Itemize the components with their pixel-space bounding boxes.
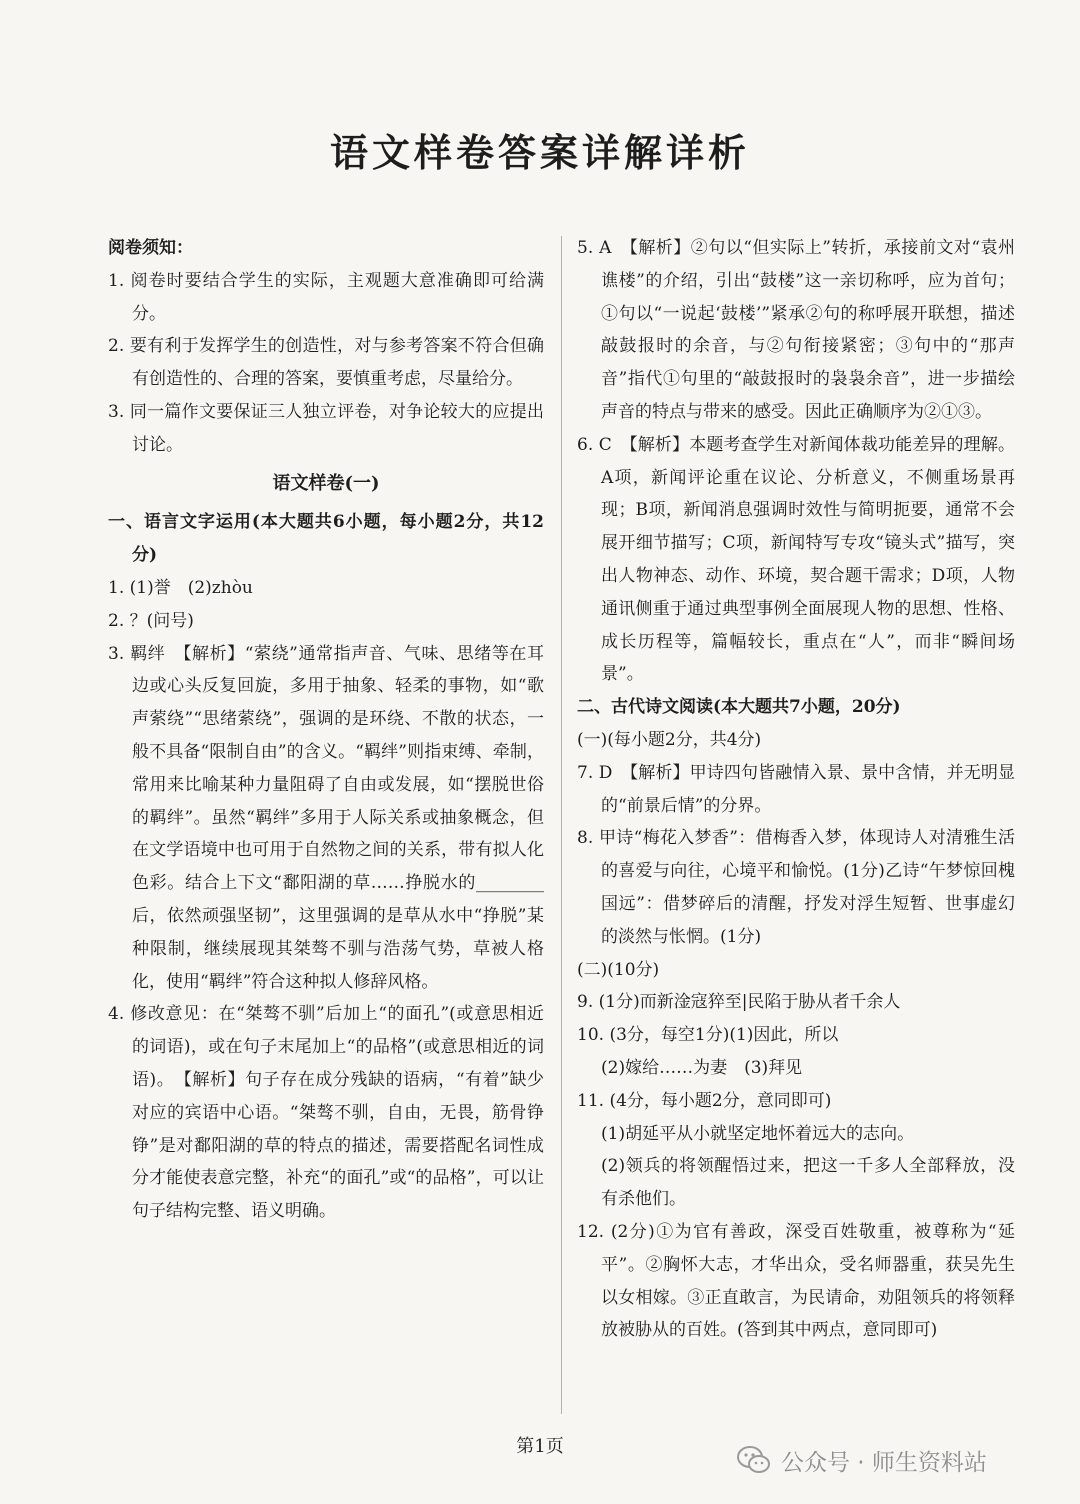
page-number: 第1页 <box>516 1436 564 1457</box>
column-divider <box>561 236 562 1414</box>
right-paragraph: (一)(每小题2分，共4分) <box>577 729 762 750</box>
right-paragraph: 11. (4分，每小题2分，意同即可) <box>577 1090 832 1111</box>
right-paragraph: 7. D 【解析】甲诗四句皆融情入景、景中含情，并无明显的“前景后情”的分界。 <box>577 762 1015 816</box>
right-paragraph: 9. (1分)而新淦寇猝至|民陷于胁从者千余人 <box>577 992 901 1013</box>
wechat-logo-icon <box>737 1445 771 1475</box>
left-paragraph: 一、语言文字运用(本大题共6小题，每小题2分，共12分) <box>108 512 544 566</box>
left-paragraph: 4. 修改意见：在“桀骜不驯”后加上“的面孔”(或意思相近的词语)，或在句子末尾加上“的品格”(或意思相近的词语)。 【解析】句子存在成分残缺的语病，“有着”缺少对应的宾语中心语。“桀骜不驯，自由，无畏，筋骨铮铮”是对鄱阳湖的草的特点的描述，需要搭配名词性成分才能使表意完整，补充“的面孔”或“的品格”，可以让句子结构完整、语义明确。 <box>108 1004 544 1222</box>
watermark-text: 公众号 · 师生资料站 <box>781 1449 987 1476</box>
left-paragraph: 语文样卷(一) <box>272 472 380 494</box>
page-title: 语文样卷答案详解详析 <box>329 130 750 175</box>
right-paragraph: 12. (2分)①为官有善政，深受百姓敬重，被尊称为“延平”。②胸怀大志，才华出众，受名师器重，获吴先生以女相嫁。③正直敢言，为民请命，劝阻领兵的将领释放被胁从的百姓。(答到其中两点，意同即可) <box>577 1221 1015 1341</box>
right-paragraph: (1)胡延平从小就坚定地怀着远大的志向。 <box>601 1123 915 1144</box>
watermark <box>737 1440 1057 1480</box>
right-paragraph: (2)领兵的将领醒悟过来，把这一千多人全部释放，没有杀他们。 <box>601 1156 1015 1210</box>
right-paragraph: (2)嫁给……为妻 (3)拜见 <box>601 1057 803 1078</box>
right-column <box>577 232 1015 1347</box>
left-paragraph: 2. 要有利于发挥学生的创造性，对与参考答案不符合但确有创造性的、合理的答案，要慎重考虑，尽量给分。 <box>108 336 544 390</box>
right-paragraph: 5. A 【解析】②句以“但实际上”转折，承接前文对“袁州谯楼”的介绍，引出“鼓楼”这一亲切称呼，应为首句；①句以“一说起‘鼓楼’”紧承②句的称呼展开联想，描述敲鼓报时的余音，与②句衔接紧密；③句中的“那声音”指代①句里的“敲鼓报时的袅袅余音”，进一步描绘声音的特点与带来的感受。因此正确顺序为②①③。 <box>577 238 1015 422</box>
left-paragraph: 2. ？(问号) <box>108 610 194 631</box>
left-paragraph: 1. (1)誉 (2)zhòu <box>108 577 253 598</box>
left-paragraph: 3. 羁绊 【解析】“萦绕”通常指声音、气味、思绪等在耳边或心头反复回旋，多用于抽象、轻柔的事物，如“歌声萦绕”“思绪萦绕”，强调的是环绕、不散的状态，一般不具备“限制自由”的含义。“羁绊”则指束缚、牵制，常用来比喻某种力量阻碍了自由或发展，如“摆脱世俗的羁绊”。虽然“羁绊”多用于人际关系或抽象概念，但在文学语境中也可用于自然物之间的关系，带有拟人化色彩。结合上下文“鄱阳湖的草……挣脱水的________后，依然顽强坚韧”，这里强调的是草从水中“挣脱”某种限制，继续展现其桀骜不驯与浩荡气势，草被人格化，使用“羁绊”符合这种拟人修辞风格。 <box>108 643 544 992</box>
right-paragraph: (二)(10分) <box>577 959 660 980</box>
right-paragraph: 二、古代诗文阅读(本大题共7小题，20分) <box>577 697 901 718</box>
left-paragraph: 阅卷须知： <box>108 238 193 258</box>
right-paragraph: 6. C 【解析】本题考查学生对新闻体裁功能差异的理解。A项，新闻评论重在议论、分析意义，不侧重场景再现；B项，新闻消息强调时效性与简明扼要，通常不会展开细节描写；C项，新闻特写专攻“镜头式”描写，突出人物神态、动作、环境，契合题干需求；D项，人物通讯侧重于通过典型事例全面展现人物的思想、性格、成长历程等，篇幅较长，重点在“人”，而非“瞬间场景”。 <box>577 434 1015 685</box>
left-paragraph: 3. 同一篇作文要保证三人独立评卷，对争论较大的应提出讨论。 <box>108 401 544 455</box>
right-paragraph: 10. (3分，每空1分)(1)因此，所以 <box>577 1025 839 1046</box>
left-column <box>108 232 544 1228</box>
right-paragraph: 8. 甲诗“梅花入梦香”：借梅香入梦，体现诗人对清雅生活的喜爱与向往，心境平和愉悦。(1分)乙诗“午梦惊回槐国远”：借梦碎后的清醒，抒发对浮生短暂、世事虚幻的淡然与怅惘。(1分) <box>577 828 1015 947</box>
left-paragraph: 1. 阅卷时要结合学生的实际，主观题大意准确即可给满分。 <box>108 270 544 324</box>
